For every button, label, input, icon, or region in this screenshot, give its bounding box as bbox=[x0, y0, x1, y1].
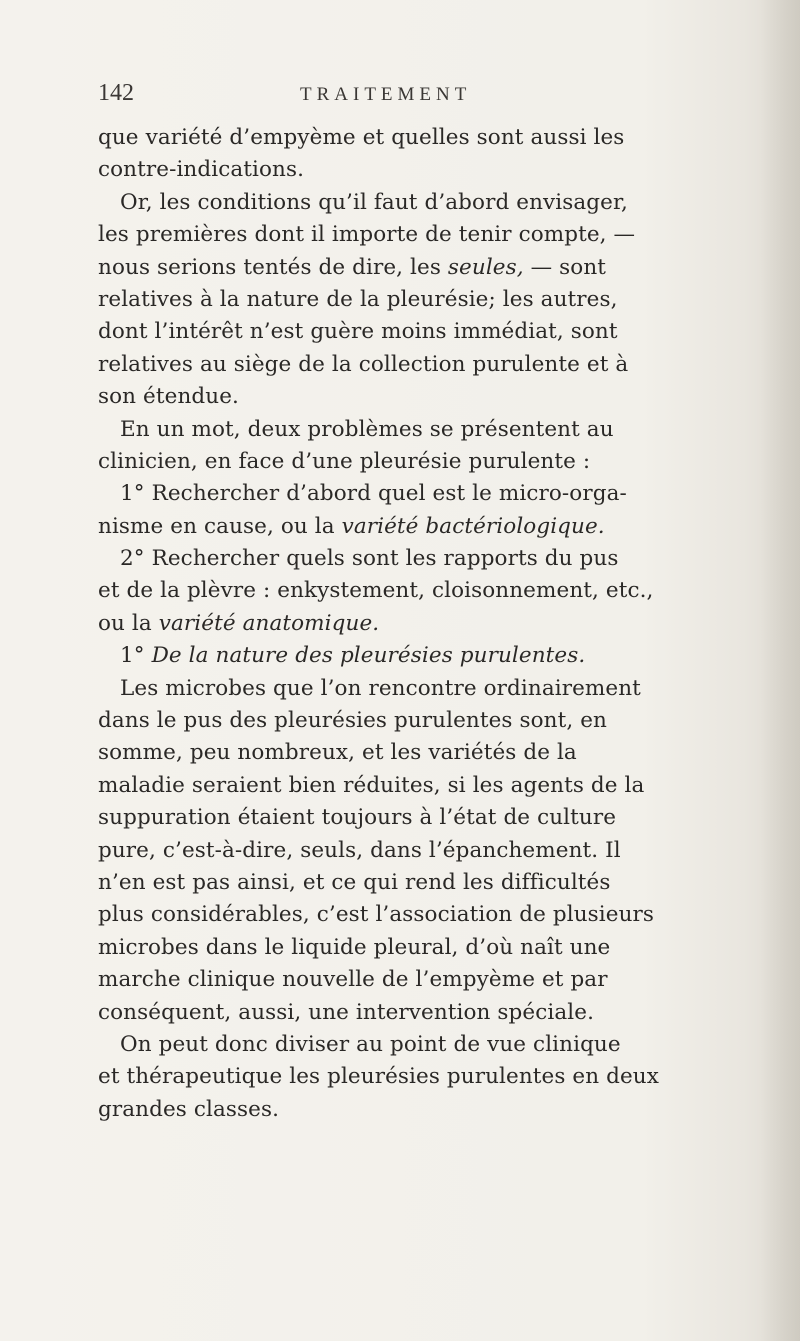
text-run: 1° Rechercher d’abord quel est le micro-orga- bbox=[120, 481, 627, 507]
text-run: 2° Rechercher quels sont les rapports du pus bbox=[120, 546, 619, 572]
text-run: n’en est pas ainsi, et ce qui rend les difficultés bbox=[98, 869, 611, 895]
text-line bbox=[98, 802, 764, 834]
text-line bbox=[98, 640, 764, 672]
text-line bbox=[98, 608, 764, 640]
text-run: 1° bbox=[120, 643, 152, 669]
text-run: et de la plèvre : enkystement, cloisonnement, etc., bbox=[98, 578, 654, 604]
text-run: Les microbes que l’on rencontre ordinairement bbox=[120, 675, 641, 701]
text-line bbox=[98, 737, 764, 769]
page-edge-shadow bbox=[760, 0, 800, 1341]
text-run: les premières dont il importe de tenir compte, — bbox=[98, 222, 636, 248]
text-run: En un mot, deux problèmes se présentent au bbox=[120, 416, 614, 442]
text-run: On peut donc diviser au point de vue clinique bbox=[120, 1031, 621, 1057]
text-run: plus considérables, c’est l’association de plusieurs bbox=[98, 902, 655, 928]
text-line bbox=[98, 1029, 764, 1061]
running-title: TRAITEMENT bbox=[300, 84, 472, 105]
text-run: somme, peu nombreux, et les variétés de la bbox=[98, 740, 577, 766]
text-line bbox=[98, 187, 764, 219]
body-text bbox=[98, 122, 764, 1126]
running-head bbox=[0, 80, 800, 120]
text-run: grandes classes. bbox=[98, 1096, 280, 1122]
text-run: ou la bbox=[98, 610, 159, 636]
text-line bbox=[98, 511, 764, 543]
text-run: conséquent, aussi, une intervention spéciale. bbox=[98, 999, 595, 1025]
text-run: clinicien, en face d’une pleurésie purulente : bbox=[98, 448, 591, 474]
text-line bbox=[98, 414, 764, 446]
text-line bbox=[98, 252, 764, 284]
italic-run: De la nature des pleurésies purulentes. bbox=[151, 643, 586, 669]
text-run: nisme en cause, ou la bbox=[98, 513, 342, 539]
text-line bbox=[98, 1094, 764, 1126]
text-run: pure, c’est-à-dire, seuls, dans l’épanchement. Il bbox=[98, 837, 621, 863]
text-run: Or, les conditions qu’il faut d’abord envisager, bbox=[120, 189, 628, 215]
text-run: nous serions tentés de dire, les bbox=[98, 254, 448, 280]
text-line bbox=[98, 446, 764, 478]
text-run-after: — sont bbox=[523, 254, 607, 280]
text-line bbox=[98, 316, 764, 348]
text-run: contre-indications. bbox=[98, 157, 305, 183]
text-run: son étendue. bbox=[98, 384, 239, 410]
text-run: et thérapeutique les pleurésies purulentes en deux bbox=[98, 1064, 659, 1090]
text-line bbox=[98, 154, 764, 186]
text-line bbox=[98, 932, 764, 964]
text-line bbox=[98, 122, 764, 154]
text-line bbox=[98, 705, 764, 737]
text-line bbox=[98, 349, 764, 381]
text-line bbox=[98, 575, 764, 607]
text-line bbox=[98, 867, 764, 899]
text-line bbox=[98, 1061, 764, 1093]
text-run: relatives à la nature de la pleurésie; les autres, bbox=[98, 286, 618, 312]
page-number: 142 bbox=[98, 80, 134, 106]
text-line bbox=[98, 381, 764, 413]
text-run: que variété d’empyème et quelles sont aussi les bbox=[98, 125, 625, 150]
text-line bbox=[98, 543, 764, 575]
text-line bbox=[98, 219, 764, 251]
text-run: maladie seraient bien réduites, si les agents de la bbox=[98, 772, 645, 798]
text-run: marche clinique nouvelle de l’empyème et par bbox=[98, 967, 608, 993]
text-line bbox=[98, 997, 764, 1029]
italic-run: variété bactériologique. bbox=[341, 513, 605, 539]
text-run: microbes dans le liquide pleural, d’où naît une bbox=[98, 934, 611, 960]
text-run: relatives au siège de la collection purulente et à bbox=[98, 351, 629, 377]
text-line bbox=[98, 899, 764, 931]
text-line bbox=[98, 284, 764, 316]
text-run: dans le pus des pleurésies purulentes sont, en bbox=[98, 708, 607, 734]
text-line bbox=[98, 673, 764, 705]
text-line bbox=[98, 964, 764, 996]
italic-run: seules, bbox=[447, 254, 524, 280]
text-line bbox=[98, 835, 764, 867]
text-line bbox=[98, 478, 764, 510]
text-run: suppuration étaient toujours à l’état de culture bbox=[98, 805, 617, 831]
text-run: dont l’intérêt n’est guère moins immédiat, sont bbox=[98, 319, 618, 345]
text-line bbox=[98, 770, 764, 802]
italic-run: variété anatomique. bbox=[158, 610, 380, 636]
